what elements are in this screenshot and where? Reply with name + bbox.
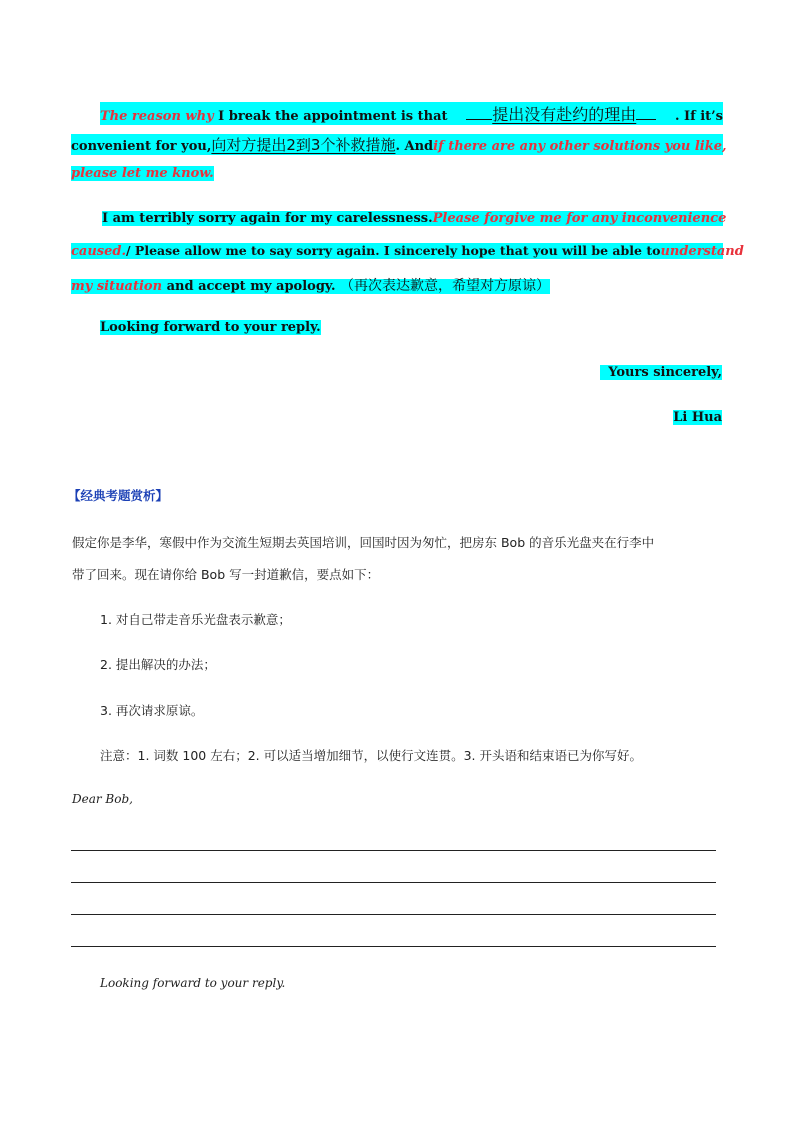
writing-line-1 [71, 850, 716, 851]
p2-l2-mid: / Please allow me to say sorry again. I sincerely hope that you will be able to [126, 243, 661, 258]
question-closing: Looking forward to your reply. [100, 976, 286, 990]
sample-p1-line3 [71, 166, 214, 181]
prompt-line-2: 带了回来。现在请你给 Bob 写一封道歉信，要点如下： [72, 567, 380, 582]
greeting: Dear Bob, [72, 792, 133, 806]
my-situation: my situation [71, 279, 163, 294]
p2-l3-zh: （再次表达歉意，希望对方原谅） [340, 278, 551, 294]
sample-p2-line2 [71, 243, 744, 259]
p2-l1-red: Please forgive me for any inconvenience [432, 211, 727, 226]
writing-line-4 [71, 946, 716, 947]
please-let-me-know: please let me know. [71, 166, 214, 181]
blank-line [466, 105, 492, 120]
writing-line-3 [71, 914, 716, 915]
reason-why-phrase: The reason why [100, 109, 214, 124]
p2-l2-red-end: understand [660, 244, 744, 259]
blank-line-2 [636, 105, 656, 120]
signature-text: Li Hua [673, 410, 722, 425]
point-1: 1. 对自己带走音乐光盘表示歉意； [100, 612, 291, 627]
sample-p1-line1 [100, 102, 723, 125]
writing-line-2 [71, 882, 716, 883]
p1-l2-red: if there are any other solutions you like, [433, 139, 727, 154]
remedy-placeholder-zh: 向对方提出2到3个补救措施 [211, 136, 396, 154]
prompt-line-1: 假定你是李华，寒假中作为交流生短期去英国培训，回国时因为匆忙，把房东 Bob 的音乐光盘夹在行李中 [72, 535, 655, 550]
signoff-text: Yours sincerely, [600, 365, 722, 380]
p1-l2-start: convenient for you, [71, 139, 212, 154]
p1-l1-mid: I break the appointment is that [213, 109, 448, 124]
p1-l1-end: . If it’s [674, 109, 723, 124]
sample-signature [673, 410, 722, 425]
point-2: 2. 提出解决的办法； [100, 657, 216, 672]
point-3: 3. 再次请求原谅。 [100, 703, 204, 718]
note-line: 注意：1. 词数 100 左右；2. 可以适当增加细节，以使行文连贯。3. 开头语和结束语已为你写好。 [100, 748, 643, 763]
sample-signoff [600, 365, 722, 380]
section-title: 【经典考题赏析】 [68, 488, 169, 503]
p1-l2-and: . And [395, 139, 434, 154]
p2-l2-red-start: caused. [71, 244, 126, 259]
sample-closing-text: Looking forward to your reply. [100, 320, 321, 335]
sample-p1-line2 [71, 134, 727, 155]
sample-p2-line1 [102, 211, 727, 226]
p2-l3-mid: and accept my apology. [162, 279, 341, 294]
reason-placeholder-zh: 提出没有赴约的理由 [492, 105, 637, 124]
p2-l1-black: I am terribly sorry again for my carelessness. [102, 211, 433, 226]
sample-p2-line3 [71, 275, 550, 295]
sample-closing [100, 320, 321, 335]
